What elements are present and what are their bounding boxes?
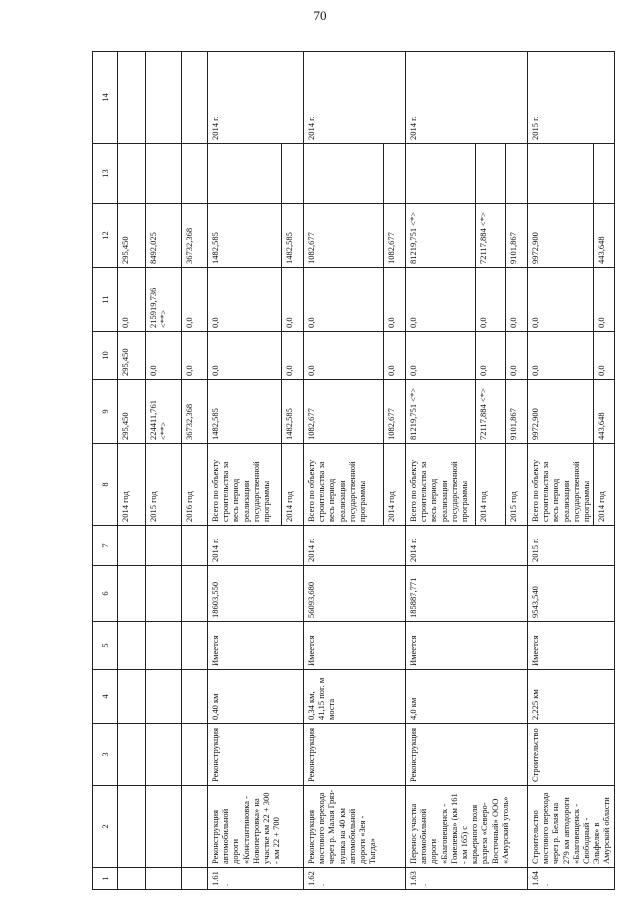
- cell: [282, 144, 304, 204]
- cell-col11: 0,0: [476, 268, 506, 332]
- cell-period: Всего по объекту строительства за весь период реализации государственной программы: [304, 444, 384, 526]
- cell-col11: 0,0: [118, 268, 146, 332]
- cell: [146, 52, 182, 144]
- cell: [146, 724, 182, 786]
- cell-col12: 1082,677: [384, 204, 406, 268]
- cell-total: 1082,677: [384, 380, 406, 444]
- cell: [182, 622, 208, 670]
- cell-total: 443,648: [594, 380, 614, 444]
- cell-col12: 81219,751 <*>: [406, 204, 476, 268]
- table-row: [208, 52, 282, 890]
- cell: [146, 566, 182, 622]
- cell-year: 2014 г.: [406, 526, 528, 566]
- cell-col11: 0,0: [406, 268, 476, 332]
- cell-number: 1.61.: [208, 868, 304, 890]
- cell-work-type: Реконструкция: [406, 724, 528, 786]
- cell-period: 2015 год: [146, 444, 182, 526]
- cell-work-type: Реконструкция: [304, 724, 406, 786]
- table-row: [146, 52, 182, 890]
- cell: [146, 670, 182, 724]
- cell-number: 1.62.: [304, 868, 406, 890]
- cell-cost: 18603,550: [208, 566, 304, 622]
- cell: [594, 144, 614, 204]
- header-cell: 11: [93, 268, 118, 332]
- cell-year: 2015 г.: [528, 526, 615, 566]
- cell-total: 224411,761 <**>: [146, 380, 182, 444]
- cell-col12: 72117,884 <*>: [476, 204, 506, 268]
- cell-total: 1482,585: [282, 380, 304, 444]
- header-cell: 2: [93, 786, 118, 868]
- cell-capacity: 4,0 км: [406, 670, 528, 724]
- page-number: 70: [313, 8, 327, 23]
- cell: [304, 144, 384, 204]
- cell: [146, 786, 182, 868]
- cell: [146, 526, 182, 566]
- cell-total: 1482,585: [208, 380, 282, 444]
- objects-table: [92, 51, 615, 890]
- cell-col10: 0,0: [528, 332, 594, 380]
- cell-col10: 0,0: [182, 332, 208, 380]
- cell-period: 2015 год: [506, 444, 528, 526]
- cell-col11: 215919,736 <**>: [146, 268, 182, 332]
- header-cell: 6: [93, 566, 118, 622]
- cell-period: Всего по объекту строительства за весь период реализации государственной программы: [208, 444, 282, 526]
- cell-col10: 0,0: [476, 332, 506, 380]
- cell-col12: 9972,900: [528, 204, 594, 268]
- table-row: [528, 52, 594, 890]
- cell: [118, 786, 146, 868]
- cell-docs: Имеется: [304, 622, 406, 670]
- cell-col11: 0,0: [384, 268, 406, 332]
- cell-year: 2014 г.: [208, 526, 304, 566]
- cell-col10: 0,0: [594, 332, 614, 380]
- cell-cost: 56093,680: [304, 566, 406, 622]
- cell-col12: 443,648: [594, 204, 614, 268]
- cell-total: 295,450: [118, 380, 146, 444]
- header-cell: 13: [93, 144, 118, 204]
- cell-total: 36732,368: [182, 380, 208, 444]
- cell-docs: Имеется: [528, 622, 615, 670]
- cell-end-year: 2014 г.: [406, 52, 528, 144]
- cell-col11: 0,0: [304, 268, 384, 332]
- header-cell: 10: [93, 332, 118, 380]
- header-cell: 9: [93, 380, 118, 444]
- cell-end-year: 2015 г.: [528, 52, 615, 144]
- cell-period: 2014 год: [282, 444, 304, 526]
- cell: [118, 566, 146, 622]
- cell-col12: 1482,585: [208, 204, 282, 268]
- cell: [146, 868, 182, 890]
- header-cell: 4: [93, 670, 118, 724]
- cell-col10: 0,0: [208, 332, 282, 380]
- cell-col12: 1082,677: [304, 204, 384, 268]
- cell-col11: 0,0: [282, 268, 304, 332]
- header-cell: 14: [93, 52, 118, 144]
- cell-period: Всего по объекту строительства за весь период реализации государственной программы: [406, 444, 476, 526]
- cell: [476, 144, 506, 204]
- cell-col11: 0,0: [594, 268, 614, 332]
- cell: [384, 144, 406, 204]
- cell-col11: 0,0: [528, 268, 594, 332]
- table-row: [118, 52, 146, 890]
- cell-object-name: Реконструкция мостового перехода через р. Малая Гряз-нушка на 40 км автомобильной дороги «Зея - Тыгда»: [304, 786, 406, 868]
- cell-col10: 0,0: [304, 332, 384, 380]
- cell-object-name: Строительство мостового перехода через р. Белая на 279 км автодороги «Благовещенск - Свободный - Эльфеля» в Амурской области: [528, 786, 615, 868]
- cell-docs: Имеется: [208, 622, 304, 670]
- cell: [182, 566, 208, 622]
- cell-cost: 9543,540: [528, 566, 615, 622]
- cell-period: 2016 год: [182, 444, 208, 526]
- cell: [118, 526, 146, 566]
- cell: [182, 670, 208, 724]
- cell-total: 9972,900: [528, 380, 594, 444]
- cell: [182, 868, 208, 890]
- cell: [146, 622, 182, 670]
- cell: [118, 622, 146, 670]
- cell-col10: 0,0: [384, 332, 406, 380]
- cell-object-name: Реконструкция автомобильной дороги «Константиновка - Новопетровка» на участке км 22 + 300 - км 22 + 700: [208, 786, 304, 868]
- cell: [118, 724, 146, 786]
- cell-capacity: 2,225 км: [528, 670, 615, 724]
- cell: [182, 786, 208, 868]
- cell-col10: 0,0: [406, 332, 476, 380]
- cell-total: 72117,884 <*>: [476, 380, 506, 444]
- cell-col11: 0,0: [506, 268, 528, 332]
- rotated-table-container: [92, 52, 610, 890]
- cell-col10: 0,0: [282, 332, 304, 380]
- rotated-table-area: [92, 52, 610, 890]
- cell: [182, 52, 208, 144]
- table-row: [182, 52, 208, 890]
- header-cell: 8: [93, 444, 118, 526]
- header-cell: 1: [93, 868, 118, 890]
- cell: [118, 52, 146, 144]
- cell-docs: Имеется: [406, 622, 528, 670]
- cell-object-name: Перенос участка автомобильной дороги «Благовещенск - Гомелевка» (км 161 - км 165) с карьерного поля разреза «Северо-Восточный» ООО «Амурский уголь»: [406, 786, 528, 868]
- header-cell: 12: [93, 204, 118, 268]
- table-header-row: [93, 52, 118, 890]
- header-cell: 7: [93, 526, 118, 566]
- cell-col11: 0,0: [182, 268, 208, 332]
- cell-col12: 8492,025: [146, 204, 182, 268]
- cell-period: Всего по объекту строительства за весь период реализации государственной программы: [528, 444, 594, 526]
- cell-end-year: 2014 г.: [304, 52, 406, 144]
- header-cell: 3: [93, 724, 118, 786]
- cell-capacity: 0,40 км: [208, 670, 304, 724]
- cell: [118, 868, 146, 890]
- table-row: [406, 52, 476, 890]
- cell-col12: 9101,867: [506, 204, 528, 268]
- cell-col11: 0,0: [208, 268, 282, 332]
- cell-capacity: 0,34 км, 41,15 пог. м моста: [304, 670, 406, 724]
- cell-period: 2014 год: [384, 444, 406, 526]
- cell: [208, 144, 282, 204]
- cell: [118, 144, 146, 204]
- cell: [406, 144, 476, 204]
- cell-total: 81219,751 <*>: [406, 380, 476, 444]
- table-row: [304, 52, 384, 890]
- cell-number: 1.64.: [528, 868, 615, 890]
- cell: [118, 670, 146, 724]
- header-cell: 5: [93, 622, 118, 670]
- cell-period: 2014 год: [476, 444, 506, 526]
- cell: [528, 144, 594, 204]
- cell-col10: 0,0: [146, 332, 182, 380]
- cell: [182, 724, 208, 786]
- cell: [506, 144, 528, 204]
- cell: [182, 526, 208, 566]
- cell-number: 1.63.: [406, 868, 528, 890]
- cell-period: 2014 год: [594, 444, 614, 526]
- cell-total: 1082,677: [304, 380, 384, 444]
- cell-end-year: 2014 г.: [208, 52, 304, 144]
- cell-col12: 1482,585: [282, 204, 304, 268]
- cell: [146, 144, 182, 204]
- cell: [182, 144, 208, 204]
- cell-col12: 36732,368: [182, 204, 208, 268]
- cell-col10: 295,450: [118, 332, 146, 380]
- cell-work-type: Реконструкция: [208, 724, 304, 786]
- cell-work-type: Строительство: [528, 724, 615, 786]
- cell-year: 2014 г.: [304, 526, 406, 566]
- cell-period: 2014 год: [118, 444, 146, 526]
- cell-col12: 295,450: [118, 204, 146, 268]
- cell-col10: 0,0: [506, 332, 528, 380]
- cell-cost: 185887,771: [406, 566, 528, 622]
- cell-total: 9101,867: [506, 380, 528, 444]
